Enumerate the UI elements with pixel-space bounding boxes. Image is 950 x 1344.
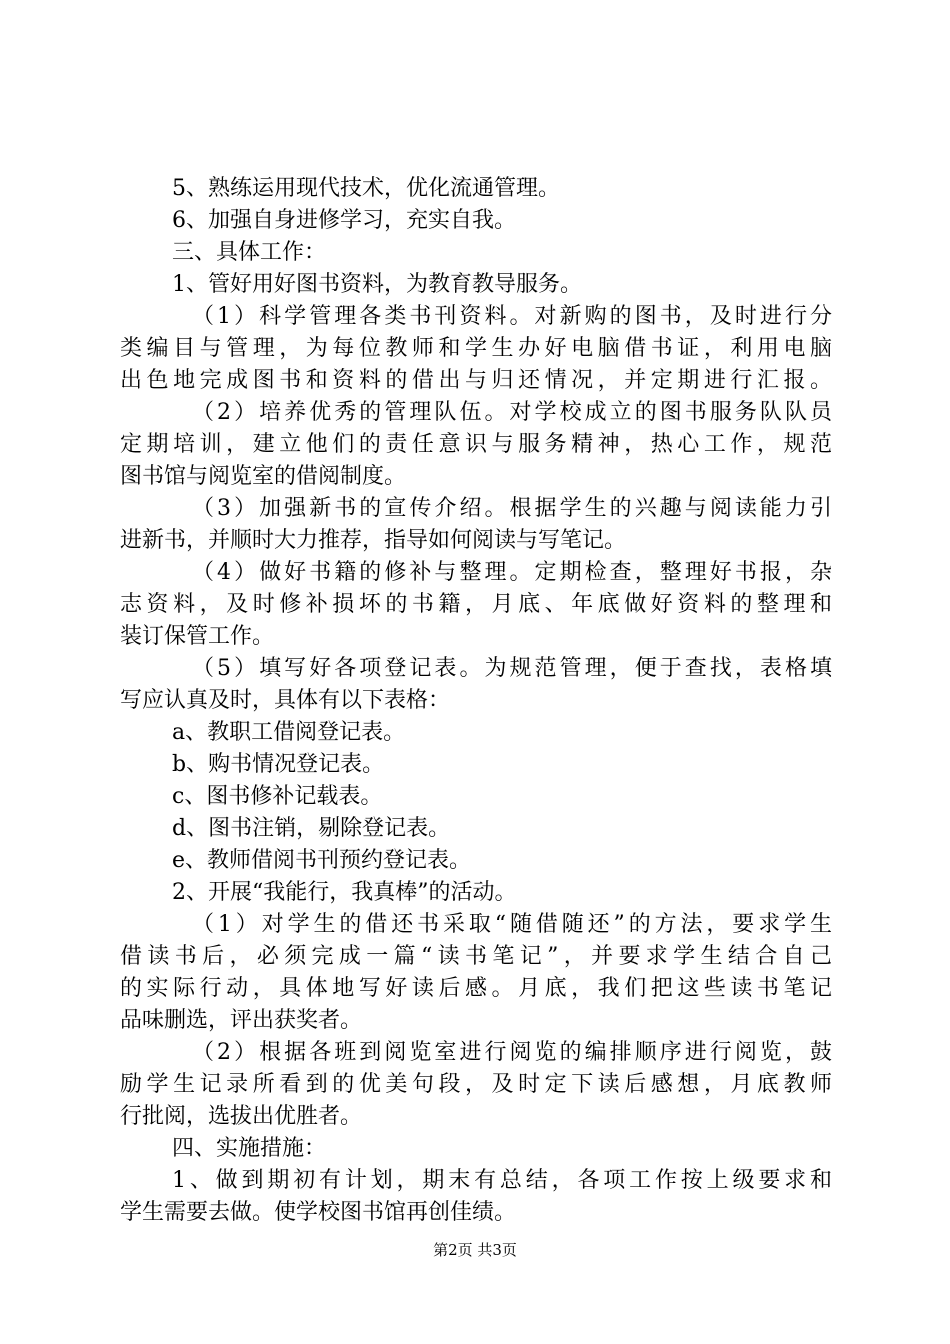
text-line: 行批阅，选拔出优胜者。 (120, 1104, 363, 1129)
text-line: 励学生记录所看到的优美句段，及时定下读后感想，月底教师 (120, 1072, 832, 1097)
text-line: 学生需要去做。使学校图书馆再创佳绩。 (120, 1200, 517, 1225)
text-line: 2、开展“我能行，我真棒”的活动。 (172, 880, 517, 905)
text-line: 借读书后，必须完成一篇“读书笔记”，并要求学生结合自己 (120, 944, 832, 969)
list-item: c、图书修补记载表。 (172, 784, 383, 809)
section-heading: 四、实施措施： (172, 1136, 327, 1161)
text-line: 志资料，及时修补损坏的书籍，月底、年底做好资料的整理和 (120, 592, 832, 617)
text-line: 1、管好用好图书资料，为教育教导服务。 (172, 272, 582, 297)
text-line: （2）根据各班到阅览室进行阅览的编排顺序进行阅览，鼓 (192, 1040, 832, 1065)
list-item: b、购书情况登记表。 (172, 752, 385, 777)
text-line: 出色地完成图书和资料的借出与归还情况，并定期进行汇报。 (120, 368, 832, 393)
text-line: 装订保管工作。 (120, 624, 275, 649)
text-line: （1）科学管理各类书刊资料。对新购的图书，及时进行分 (192, 304, 832, 329)
text-line: （2）培养优秀的管理队伍。对学校成立的图书服务队队员 (192, 400, 832, 425)
text-line: 的实际行动，具体地写好读后感。月底，我们把这些读书笔记 (120, 976, 832, 1001)
section-heading: 三、具体工作： (172, 240, 327, 265)
text-line: 写应认真及时，具体有以下表格： (120, 688, 451, 713)
list-item: d、图书注销，剔除登记表。 (172, 816, 451, 841)
text-line: （4）做好书籍的修补与整理。定期检查，整理好书报，杂 (192, 560, 832, 585)
text-line: 1、做到期初有计划，期末有总结，各项工作按上级要求和 (172, 1168, 832, 1193)
document-body (120, 173, 832, 1229)
text-line: （3）加强新书的宣传介绍。根据学生的兴趣与阅读能力引 (192, 496, 832, 521)
text-line: 5、熟练运用现代技术，优化流通管理。 (172, 176, 560, 201)
text-line: （1）对学生的借还书采取“随借随还”的方法，要求学生 (192, 912, 832, 937)
text-line: （5）填写好各项登记表。为规范管理，便于查找，表格填 (192, 656, 832, 681)
text-line: 定期培训，建立他们的责任意识与服务精神，热心工作，规范 (120, 432, 832, 457)
text-line: 6、加强自身进修学习，充实自我。 (172, 208, 516, 233)
text-line: 图书馆与阅览室的借阅制度。 (120, 464, 407, 489)
text-line: 品味删选，评出获奖者。 (120, 1008, 363, 1033)
list-item: e、教师借阅书刊预约登记表。 (172, 848, 472, 873)
page-number-footer: 第2页 共3页 (433, 1241, 517, 1259)
text-line: 类编目与管理，为每位教师和学生办好电脑借书证，利用电脑 (120, 336, 832, 361)
text-line: 进新书，并顺时大力推荐，指导如何阅读与写笔记。 (120, 528, 627, 553)
list-item: a、教职工借阅登记表。 (172, 720, 406, 745)
